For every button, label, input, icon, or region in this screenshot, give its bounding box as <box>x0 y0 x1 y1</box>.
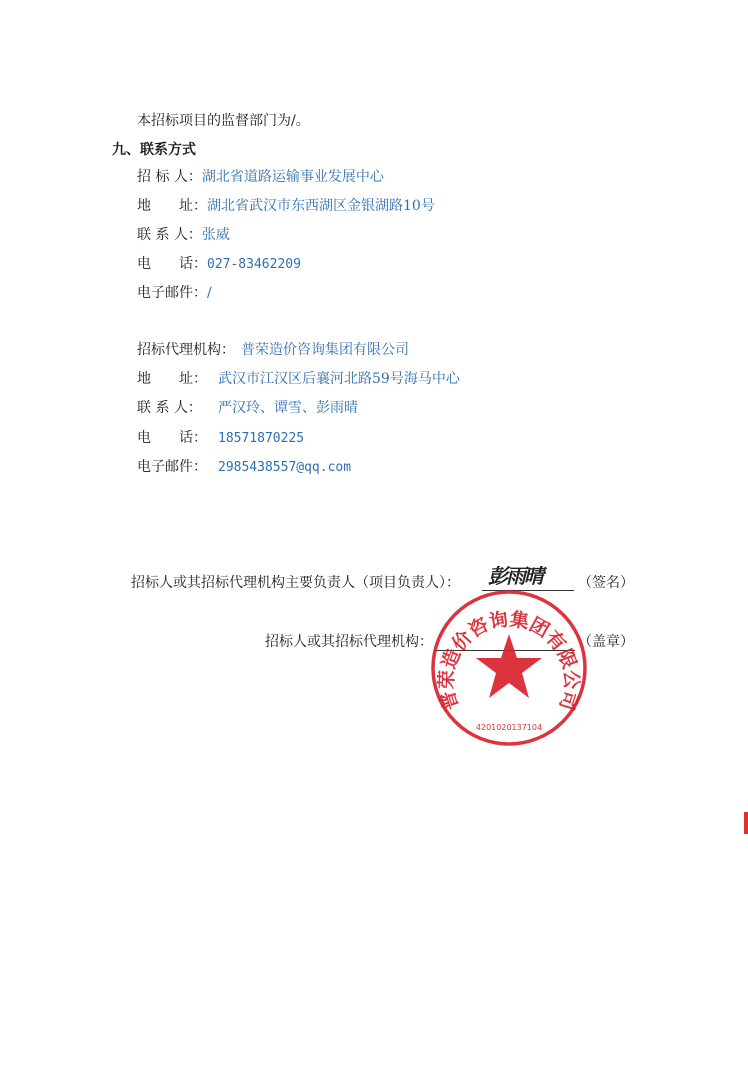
agency-address-label: 地 址： <box>137 371 207 387</box>
supervision-line: 本招标项目的监督部门为/。 <box>137 113 310 129</box>
edge-mark-red <box>744 812 748 834</box>
agency-address-row <box>137 369 460 389</box>
stamp-label: 招标人或其招标代理机构： <box>265 634 433 650</box>
agency-name-label: 招标代理机构： <box>137 342 235 358</box>
signature-label: 招标人或其招标代理机构主要负责人（项目负责人）： <box>131 575 460 591</box>
signature-suffix: （签名） <box>578 575 634 591</box>
agency-contact-row <box>137 398 358 418</box>
tenderer-email-label: 电子邮件： <box>137 285 207 301</box>
agency-address: 武汉市江汉区后襄河北路59号海马中心 <box>218 371 460 387</box>
tenderer-name-row <box>137 167 384 187</box>
seal-star <box>476 634 542 698</box>
signature-handwriting: 彭雨晴 <box>488 564 542 588</box>
tenderer-contact: 张威 <box>201 227 230 243</box>
tenderer-address-label: 地 址： <box>137 198 207 214</box>
agency-phone: 18571870225 <box>218 431 305 446</box>
agency-phone-label: 电 话： <box>137 430 207 446</box>
agency-email: 2985438557@qq.com <box>218 460 352 475</box>
agency-contact: 严汉玲、谭雪、彭雨晴 <box>218 400 358 416</box>
seal-number: 4201020137104 <box>475 723 543 732</box>
tenderer-email-row <box>137 283 212 303</box>
tenderer-address: 湖北省武汉市东西湖区金银湖路10号 <box>207 198 435 214</box>
section-title: 九、联系方式 <box>112 142 196 158</box>
tenderer-name-label: 招 标 人： <box>137 169 202 185</box>
tenderer-phone: 027-83462209 <box>207 257 301 272</box>
agency-email-row <box>137 457 351 478</box>
agency-phone-row <box>137 428 304 449</box>
agency-name: 普荣造价咨询集团有限公司 <box>241 342 409 358</box>
tenderer-phone-row <box>137 254 301 275</box>
tenderer-contact-row <box>137 225 230 245</box>
agency-contact-label: 联 系 人： <box>137 400 202 416</box>
agency-name-row <box>137 340 409 360</box>
agency-email-label: 电子邮件： <box>137 459 207 475</box>
stamp-suffix: （盖章） <box>578 634 634 650</box>
tenderer-contact-label: 联 系 人： <box>137 227 202 243</box>
company-seal <box>428 587 590 749</box>
tenderer-email: / <box>207 285 212 301</box>
tenderer-name: 湖北省道路运输事业发展中心 <box>201 169 384 185</box>
tenderer-address-row <box>137 196 435 216</box>
seal-text: 普荣造价咨询集团有限公司 <box>435 608 583 713</box>
tenderer-phone-label: 电 话： <box>137 256 207 272</box>
